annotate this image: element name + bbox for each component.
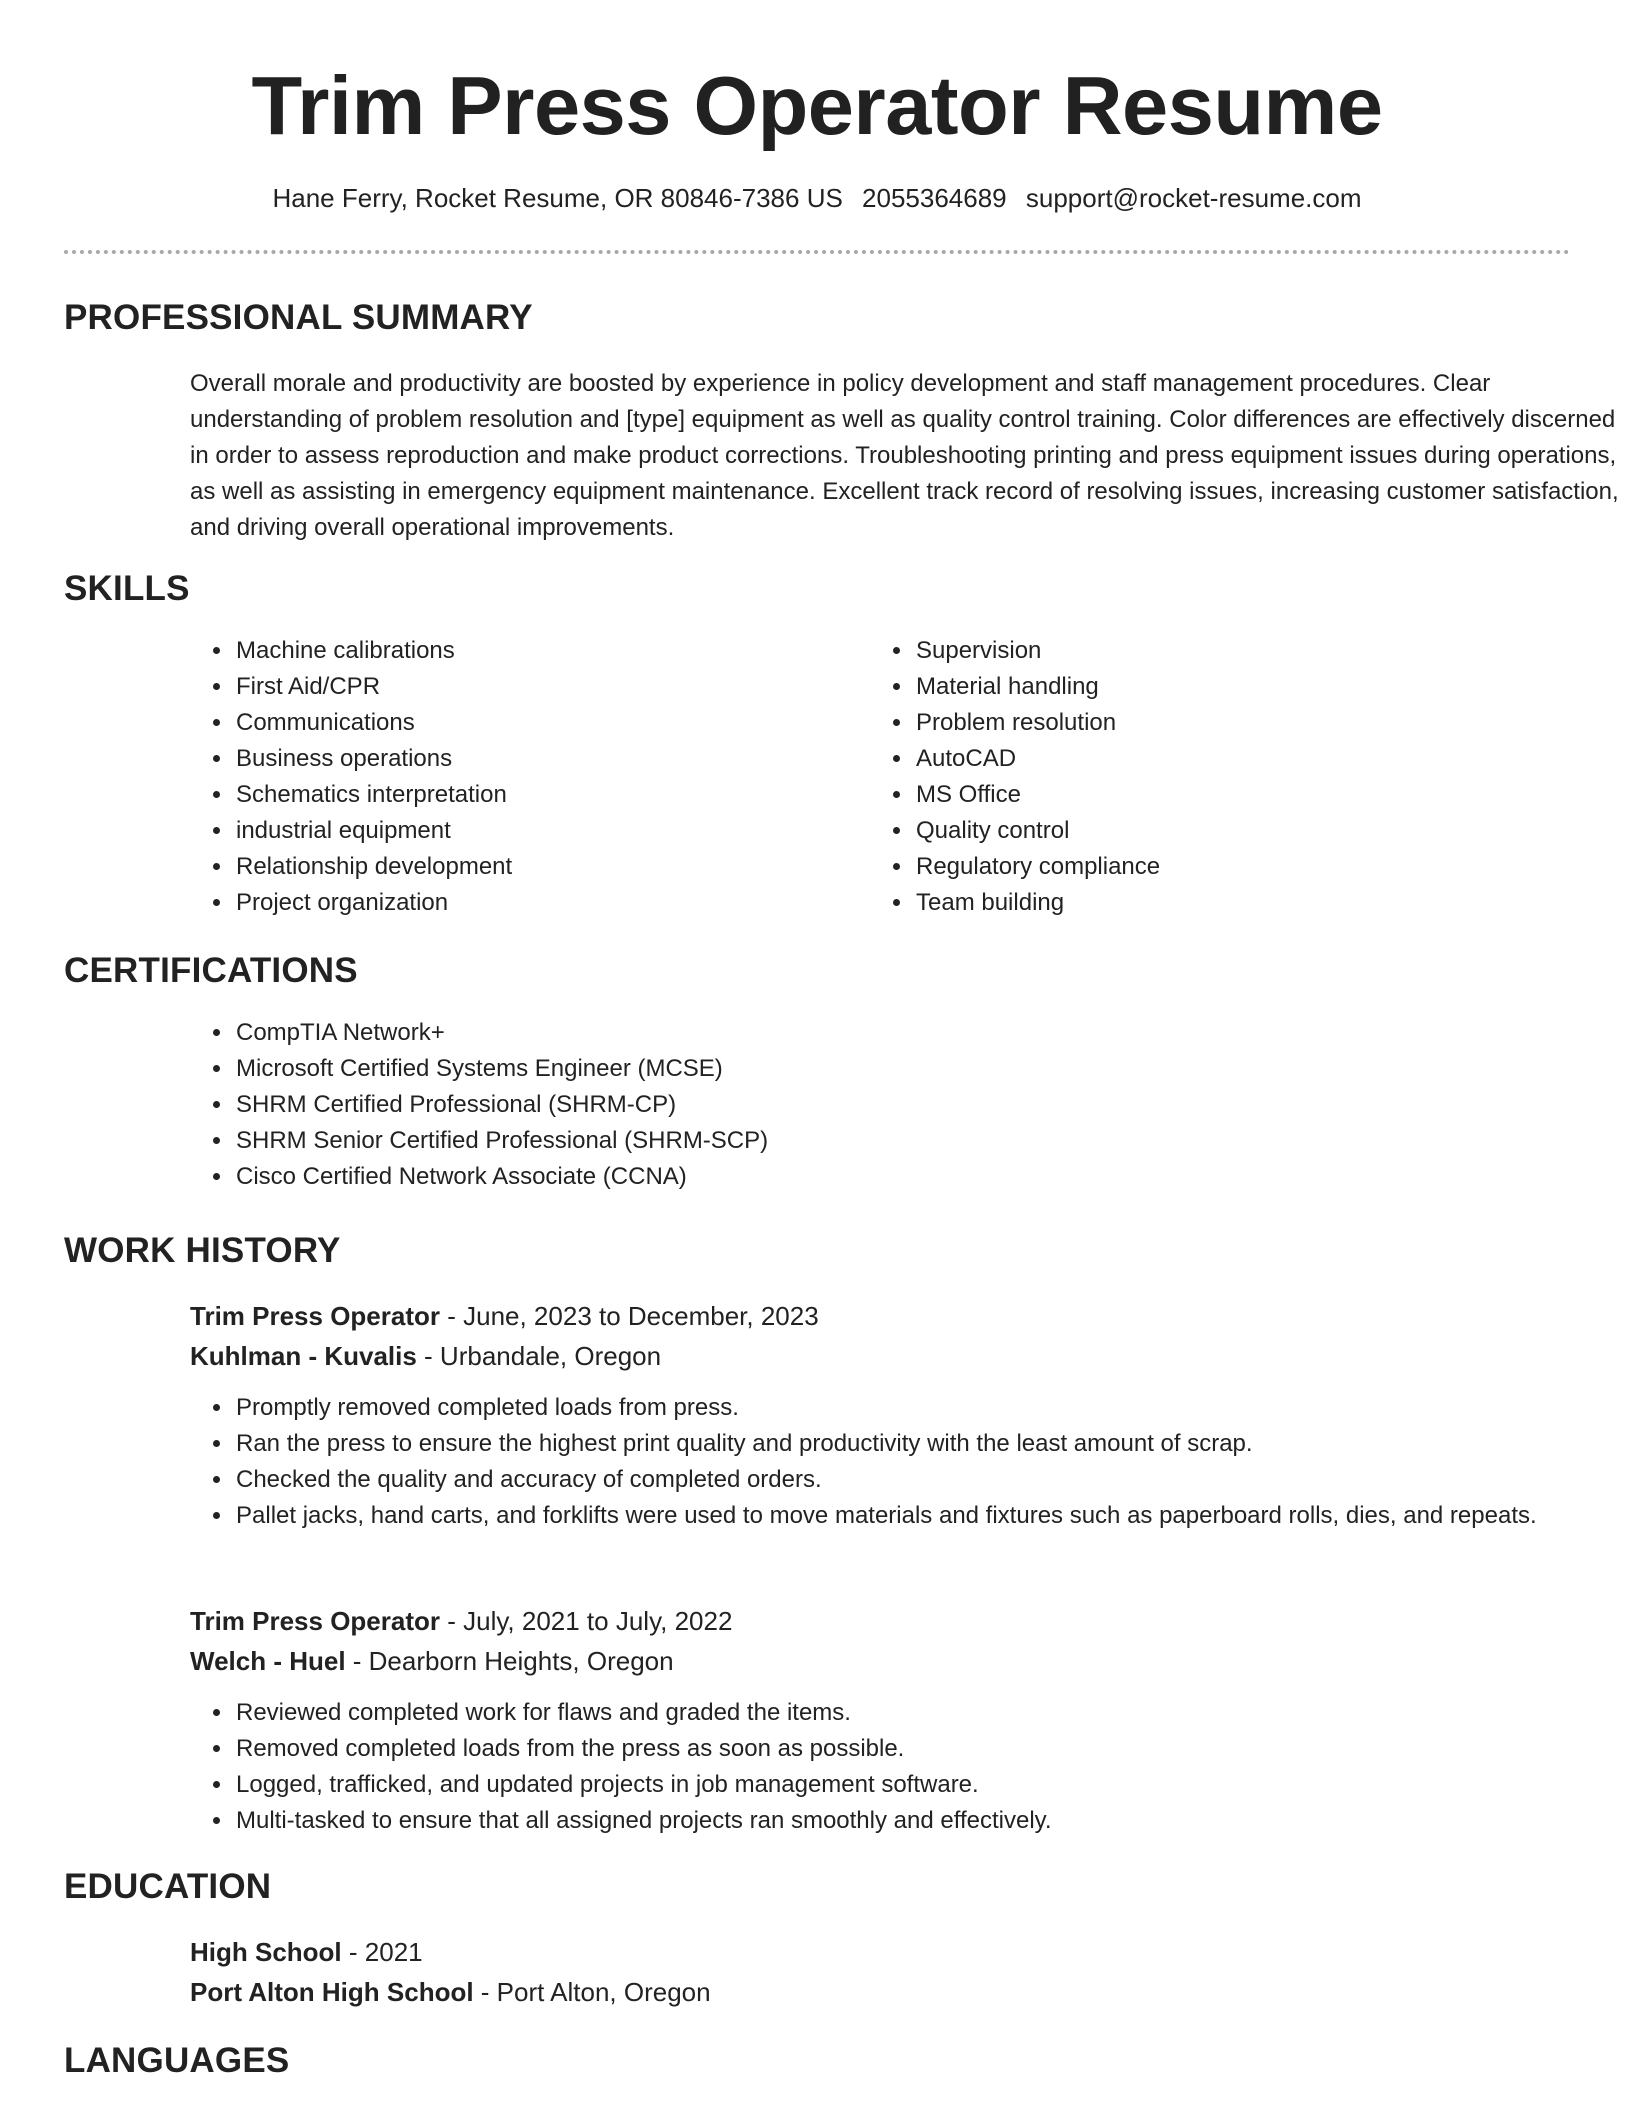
job-duty-item: • Removed completed loads from the press as soon as possible. [234,1731,1570,1767]
summary-text: Overall morale and productivity are boosted by experience in policy development and staff management procedures. Clear understanding of problem resolution and [type] equipment as well as quality control training. Color differences are effectively discerned in order to assess reproduction and make product corrections. Troubleshooting printing and press equipment issues during operations, as well as assisting in emergency equipment maintenance. Excellent track record of resolving issues, increasing customer satisfaction, and driving overall operational improvements. [190,370,1619,541]
job-duty-item: • Ran the press to ensure the highest print quality and productivity with the least amount of scrap. [234,1426,1570,1462]
certification-item: • Microsoft Certified Systems Engineer (MCSE) [234,1051,1570,1087]
skills-list-left [190,633,830,921]
job-duty-item: • Multi-tasked to ensure that all assigned projects ran smoothly and effectively. [234,1803,1570,1839]
education-location: - Port Alton, Oregon [473,1977,711,2007]
contact-phone: 2055364689 [862,183,1007,213]
job-duties-block [190,1695,1570,1839]
resume-title: Trim Press Operator Resume [251,59,1383,152]
job-role: Trim Press Operator [190,1301,440,1331]
job-location: - Urbandale, Oregon [416,1341,662,1371]
job-company: Kuhlman - Kuvalis [190,1341,417,1371]
education-year: - 2021 [341,1937,423,1967]
contact-email: support@rocket-resume.com [1025,183,1362,213]
job-duty-item: • Checked the quality and accuracy of completed orders. [234,1462,1570,1498]
skill-item: • Supervision [914,633,1510,669]
skills-right-column [870,633,1510,921]
job-company-line [190,1641,674,1681]
job-title-line [190,1296,819,1336]
job-role: Trim Press Operator [190,1606,440,1636]
contact-address: Hane Ferry, Rocket Resume, OR 80846-7386 US [272,183,843,213]
section-title-languages: LANGUAGES [64,2041,290,2080]
job-duty-item: • Pallet jacks, hand carts, and forklifts were used to move materials and fixtures such as paperboard rolls, dies, and repeats. [234,1498,1570,1534]
certifications-list [190,1015,1570,1195]
skill-item: • Problem resolution [914,705,1510,741]
skill-item: • First Aid/CPR [234,669,830,705]
section-title-summary: PROFESSIONAL SUMMARY [64,298,533,337]
skill-item: • Material handling [914,669,1510,705]
job-dates: - June, 2023 to December, 2023 [440,1301,819,1331]
section-title-certifications: CERTIFICATIONS [64,951,358,990]
skill-item: • MS Office [914,777,1510,813]
skill-item: • Quality control [914,813,1510,849]
job-duty-item: • Promptly removed completed loads from press. [234,1390,1570,1426]
section-title-education: EDUCATION [64,1867,272,1906]
job-duty-item: • Reviewed completed work for flaws and graded the items. [234,1695,1570,1731]
education-school-line [190,1972,711,2012]
skill-item: • Schematics interpretation [234,777,830,813]
job-dates: - July, 2021 to July, 2022 [440,1606,733,1636]
skill-item: • industrial equipment [234,813,830,849]
resume-page [64,0,1619,2080]
section-title-skills: SKILLS [64,569,190,608]
certification-item: • SHRM Senior Certified Professional (SHRM-SCP) [234,1123,1570,1159]
job-company: Welch - Huel [190,1646,346,1676]
skill-item: • AutoCAD [914,741,1510,777]
skill-item: • Machine calibrations [234,633,830,669]
certification-item: • Cisco Certified Network Associate (CCNA) [234,1159,1570,1195]
header-divider [64,250,1570,254]
certification-item: • SHRM Certified Professional (SHRM-CP) [234,1087,1570,1123]
education-school: Port Alton High School [190,1977,474,2007]
job-duty-item: • Logged, trafficked, and updated projects in job management software. [234,1767,1570,1803]
skills-left-column [190,633,830,921]
skill-item: • Relationship development [234,849,830,885]
skill-item: • Communications [234,705,830,741]
job-company-line [190,1336,661,1376]
skill-item: • Business operations [234,741,830,777]
skill-item: • Regulatory compliance [914,849,1510,885]
skill-item: • Team building [914,885,1510,921]
education-degree-line [190,1932,423,1972]
contact-info [64,182,1570,214]
job-duties-list [190,1390,1570,1534]
job-title-line [190,1601,732,1641]
certification-item: • CompTIA Network+ [234,1015,1570,1051]
job-duties-list [190,1695,1570,1839]
job-location: - Dearborn Heights, Oregon [345,1646,674,1676]
job-duties-block [190,1390,1570,1534]
education-degree: High School [190,1937,342,1967]
skill-item: • Project organization [234,885,830,921]
section-title-work-history: WORK HISTORY [64,1231,341,1270]
certifications-block [190,1015,1570,1195]
skills-list-right [870,633,1510,921]
